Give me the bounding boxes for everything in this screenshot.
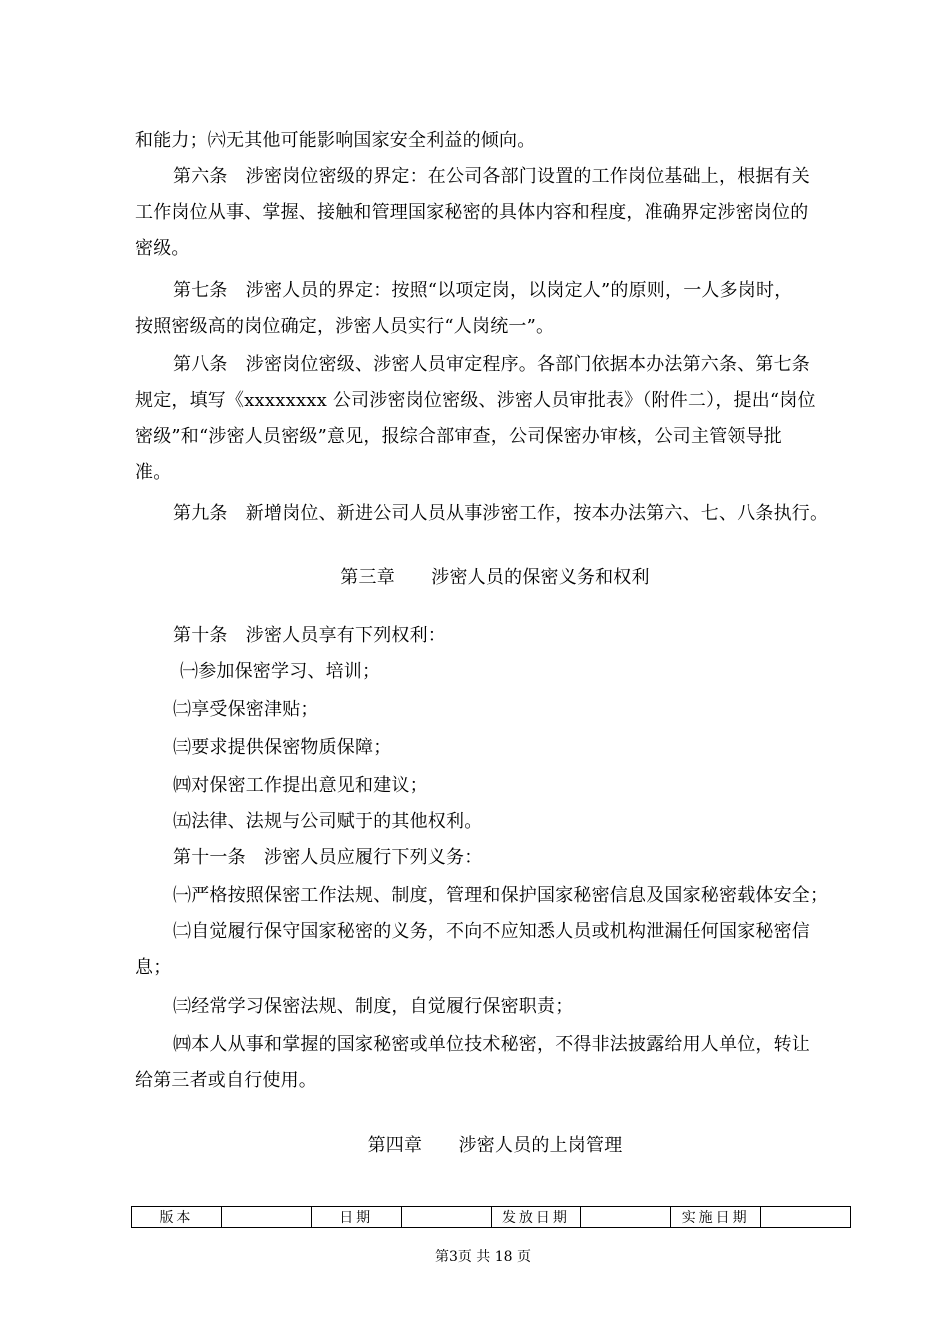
article-8-line-4: 准。 [135, 462, 172, 483]
issue-date-label: 发放日期 [491, 1207, 581, 1228]
article-7-line-1: 第七条 涉密人员的界定：按照“以项定岗，以岗定人”的原则，一人多岗时， [173, 280, 793, 301]
article-8-line-2: 规定，填写《xxxxxxxx 公司涉密岗位密级、涉密人员审批表》（附件二），提出“岗位 [135, 390, 816, 411]
table-row [132, 1207, 851, 1228]
duty-item-4-line-2: 给第三者或自行使用。 [135, 1070, 317, 1091]
duty-item-2-line-1: ㈡自觉履行保守国家秘密的义务，不向不应知悉人员或机构泄漏任何国家秘密信 [173, 921, 810, 942]
article-10-title: 第十条 涉密人员享有下列权利： [173, 625, 446, 646]
article-8-line-3: 密级”和“涉密人员密级”意见，报综合部审查，公司保密办审核，公司主管领导批 [135, 426, 783, 447]
body-line-1: 和能力；㈥无其他可能影响国家安全利益的倾向。 [135, 130, 536, 151]
chapter-4-heading: 第四章 涉密人员的上岗管理 [367, 1135, 623, 1156]
issue-date-value [581, 1207, 671, 1228]
article-8-line-1: 第八条 涉密岗位密级、涉密人员审定程序。各部门依据本办法第六条、第七条 [173, 354, 810, 375]
duty-item-3: ㈢经常学习保密法规、制度，自觉履行保密职责； [173, 996, 574, 1017]
chapter-3-heading: 第三章 涉密人员的保密义务和权利 [340, 567, 650, 588]
version-label: 版本 [132, 1207, 222, 1228]
document-control-table [131, 1206, 851, 1228]
article-11-title: 第十一条 涉密人员应履行下列义务： [173, 847, 483, 868]
article-6-line-1: 第六条 涉密岗位密级的界定：在公司各部门设置的工作岗位基础上，根据有关 [173, 166, 810, 187]
right-item-4: ㈣对保密工作提出意见和建议； [173, 775, 428, 796]
effective-date-value [761, 1207, 851, 1228]
version-value [221, 1207, 311, 1228]
date-value [401, 1207, 491, 1228]
effective-date-label: 实施日期 [671, 1207, 761, 1228]
article-7-line-2: 按照密级高的岗位确定，涉密人员实行“人岗统一”。 [135, 316, 555, 337]
date-label: 日期 [311, 1207, 401, 1228]
right-item-3: ㈢要求提供保密物质保障； [173, 737, 392, 758]
duty-item-1: ㈠严格按照保密工作法规、制度，管理和保护国家秘密信息及国家秘密载体安全； [173, 885, 829, 906]
article-6-line-2: 工作岗位从事、掌握、接触和管理国家秘密的具体内容和程度，准确界定涉密岗位的 [135, 202, 809, 223]
right-item-1: ㈠参加保密学习、培训； [180, 661, 381, 682]
duty-item-2-line-2: 息； [135, 957, 172, 978]
duty-item-4-line-1: ㈣本人从事和掌握的国家秘密或单位技术秘密，不得非法披露给用人单位，转让 [173, 1034, 810, 1055]
right-item-5: ㈤法律、法规与公司赋于的其他权利。 [173, 811, 483, 832]
article-9-line-1: 第九条 新增岗位、新进公司人员从事涉密工作，按本办法第六、七、八条执行。 [173, 503, 829, 524]
right-item-2: ㈡享受保密津贴； [173, 699, 319, 720]
page-number: 第3页 共 18 页 [434, 1249, 532, 1265]
article-6-line-3: 密级。 [135, 238, 190, 259]
